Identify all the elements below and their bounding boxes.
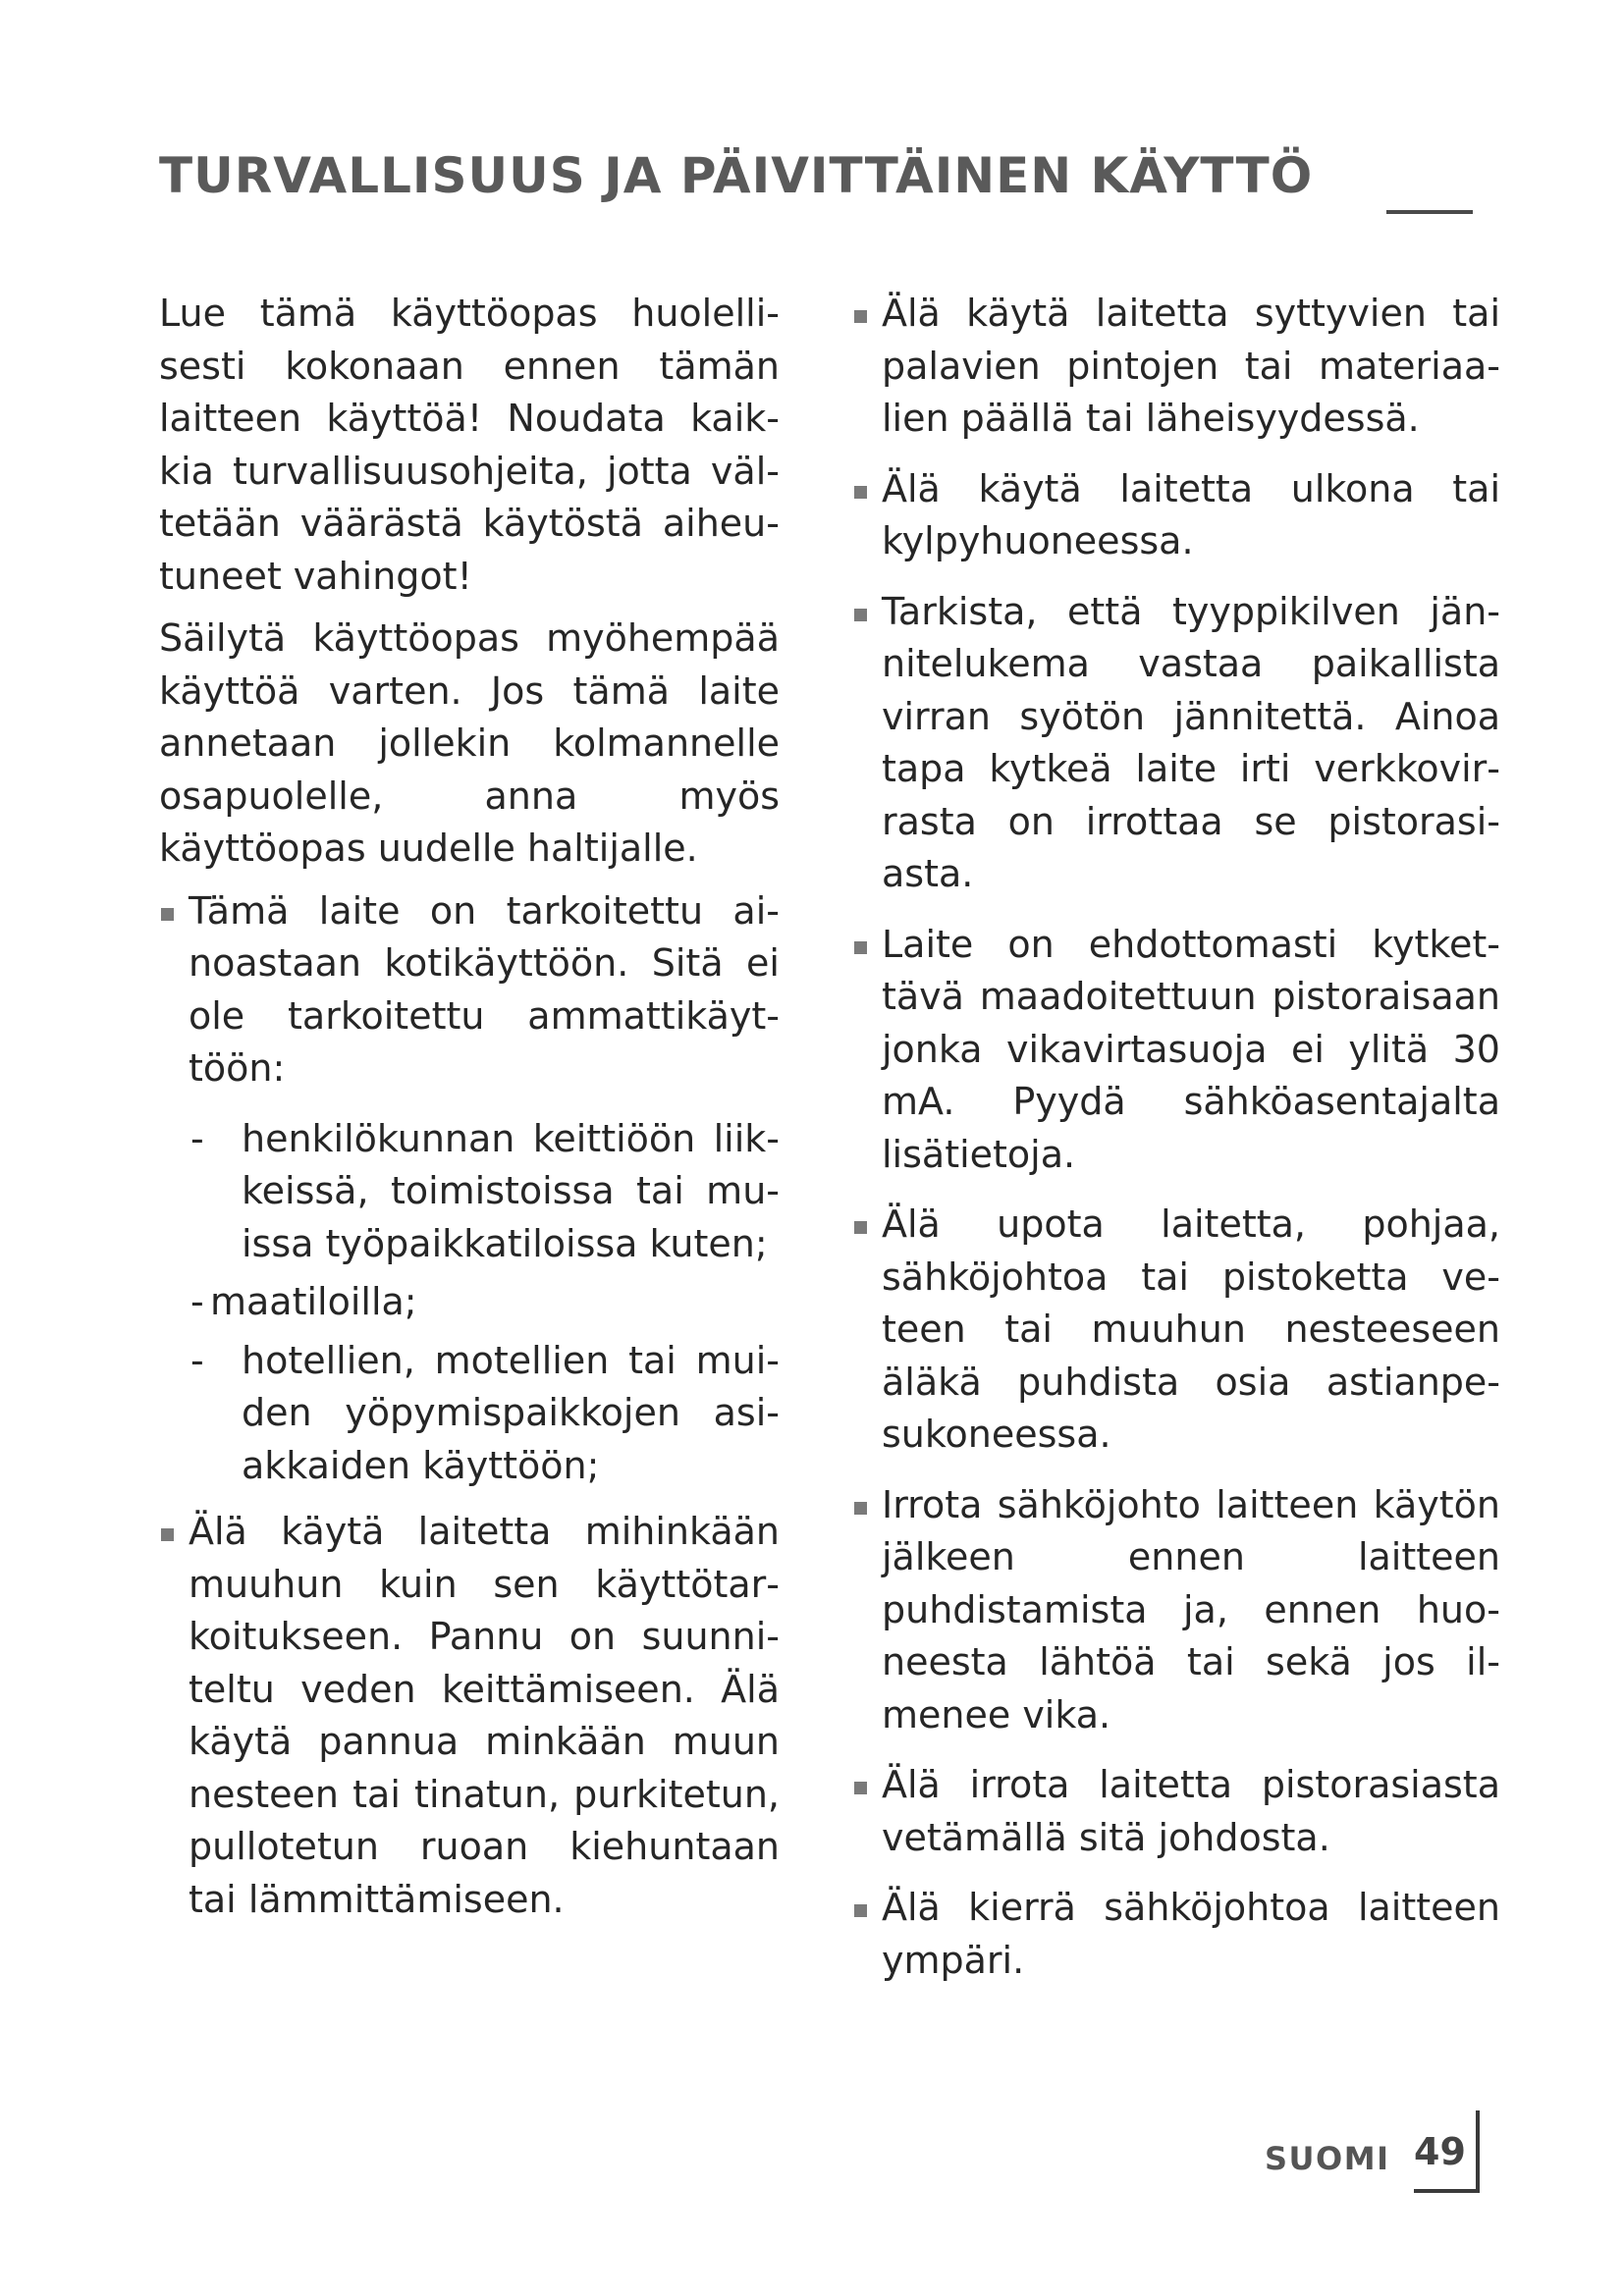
bullet-text: Älä käytä laitetta syttyvien tai palavien pintojen tai materiaalien päällä tai läheisyydessä. [882,292,1500,440]
bullet-text: Irrota sähköjohto laitteen käytön jälkeen ennen laitteen puhdistamista ja, ennen huoneesta lähtöä tai sekä jos ilmenee vika. [882,1482,1500,1736]
dash-marker: - [190,1338,204,1382]
bullet-item [852,586,1500,901]
bullet-text: Älä upota laitetta, pohjaa, sähköjohtoa tai pistoketta veteen tai muuhun nesteeseen äläkä puhdista osia astianpesukoneessa. [882,1202,1500,1456]
footer-language-label: SUOMI [1265,2140,1390,2177]
bullet-text: Laite on ehdottomasti kytkettävä maadoitettuun pistoraisaan jonka vikavirtasuoja ei ylitä 30 mA. Pyydä sähköasentajalta lisätietoja. [882,922,1500,1176]
bullet-item [852,1479,1500,1742]
square-bullet-icon [854,486,867,499]
sub-list-item [189,1113,780,1271]
square-bullet-icon [854,609,867,621]
bullet-item [159,1506,780,1926]
square-bullet-icon [854,310,867,323]
right-column [852,288,1500,2004]
bullet-item [852,1199,1500,1462]
footer-vertical-rule [1476,2110,1480,2193]
dash-marker: - [190,1280,204,1323]
dash-marker: - [190,1116,204,1160]
footer-horizontal-rule [1414,2189,1480,2193]
square-bullet-icon [854,1904,867,1917]
square-bullet-icon [161,1528,174,1541]
page-title: TURVALLISUUS JA PÄIVITTÄINEN KÄYTTÖ [159,147,1314,204]
title-rule [1386,210,1473,214]
sub-list-item [189,1335,780,1493]
bullet-item [159,885,780,1095]
bullet-item [852,463,1500,568]
sub-list-item [189,1276,780,1329]
page-number: 49 [1414,2130,1466,2173]
square-bullet-icon [854,941,867,954]
bullet-text: Älä käytä laitetta mihinkään muuhun kuin sen käyttötarkoitukseen. Pannu on suunniteltu veden keittämiseen. Älä käytä pannua minkään muun nesteen tai tinatun, purkitetun, pullotetun ruoan kiehuntaan tai lämmittämiseen. [189,1510,780,1921]
bullet-item [852,1759,1500,1864]
square-bullet-icon [854,1782,867,1794]
intro-paragraph-2: Säilytä käyttöopas myöhempää käyttöä varten. Jos tämä laite annetaan jollekin kolmannelle osapuolelle, anna myös käyttöopas uudelle haltijalle. [159,616,780,870]
sub-list-text: henkilökunnan keittiöön liikkeissä, toimistoissa tai muissa työpaikkatiloissa kuten; [242,1116,780,1265]
bullet-text: Tämä laite on tarkoitettu ainoastaan kotikäyttöön. Sitä ei ole tarkoitettu ammattikäyttöön: [189,888,780,1090]
bullet-text: Älä irrota laitetta pistorasiasta vetämällä sitä johdosta. [882,1763,1500,1859]
left-column [159,288,780,1944]
square-bullet-icon [854,1502,867,1515]
square-bullet-icon [161,908,174,921]
bullet-text: Tarkista, että tyyppikilven jännitelukema vastaa paikallista virran syötön jännitettä. Ainoa tapa kytkeä laite irti verkkovirrasta on irrottaa se pistorasiasta. [882,589,1500,895]
bullet-text: Älä kierrä sähköjohtoa laitteen ympäri. [882,1886,1500,1982]
bullet-item [852,1882,1500,1987]
square-bullet-icon [854,1221,867,1234]
sub-list-text: hotellien, motellien tai muiden yöpymispaikkojen asiakkaiden käyttöön; [242,1338,780,1487]
bullet-item [852,919,1500,1182]
bullet-item [852,288,1500,446]
intro-paragraph-1: Lue tämä käyttöopas huolellisesti kokonaan ennen tämän laitteen käyttöä! Noudata kaikkia turvallisuusohjeita, jotta vältetään väärästä käytöstä aiheutuneet vahingot! [159,292,780,598]
sub-list-text: maatiloilla; [210,1280,417,1323]
bullet-text: Älä käytä laitetta ulkona tai kylpyhuoneessa. [882,466,1500,562]
